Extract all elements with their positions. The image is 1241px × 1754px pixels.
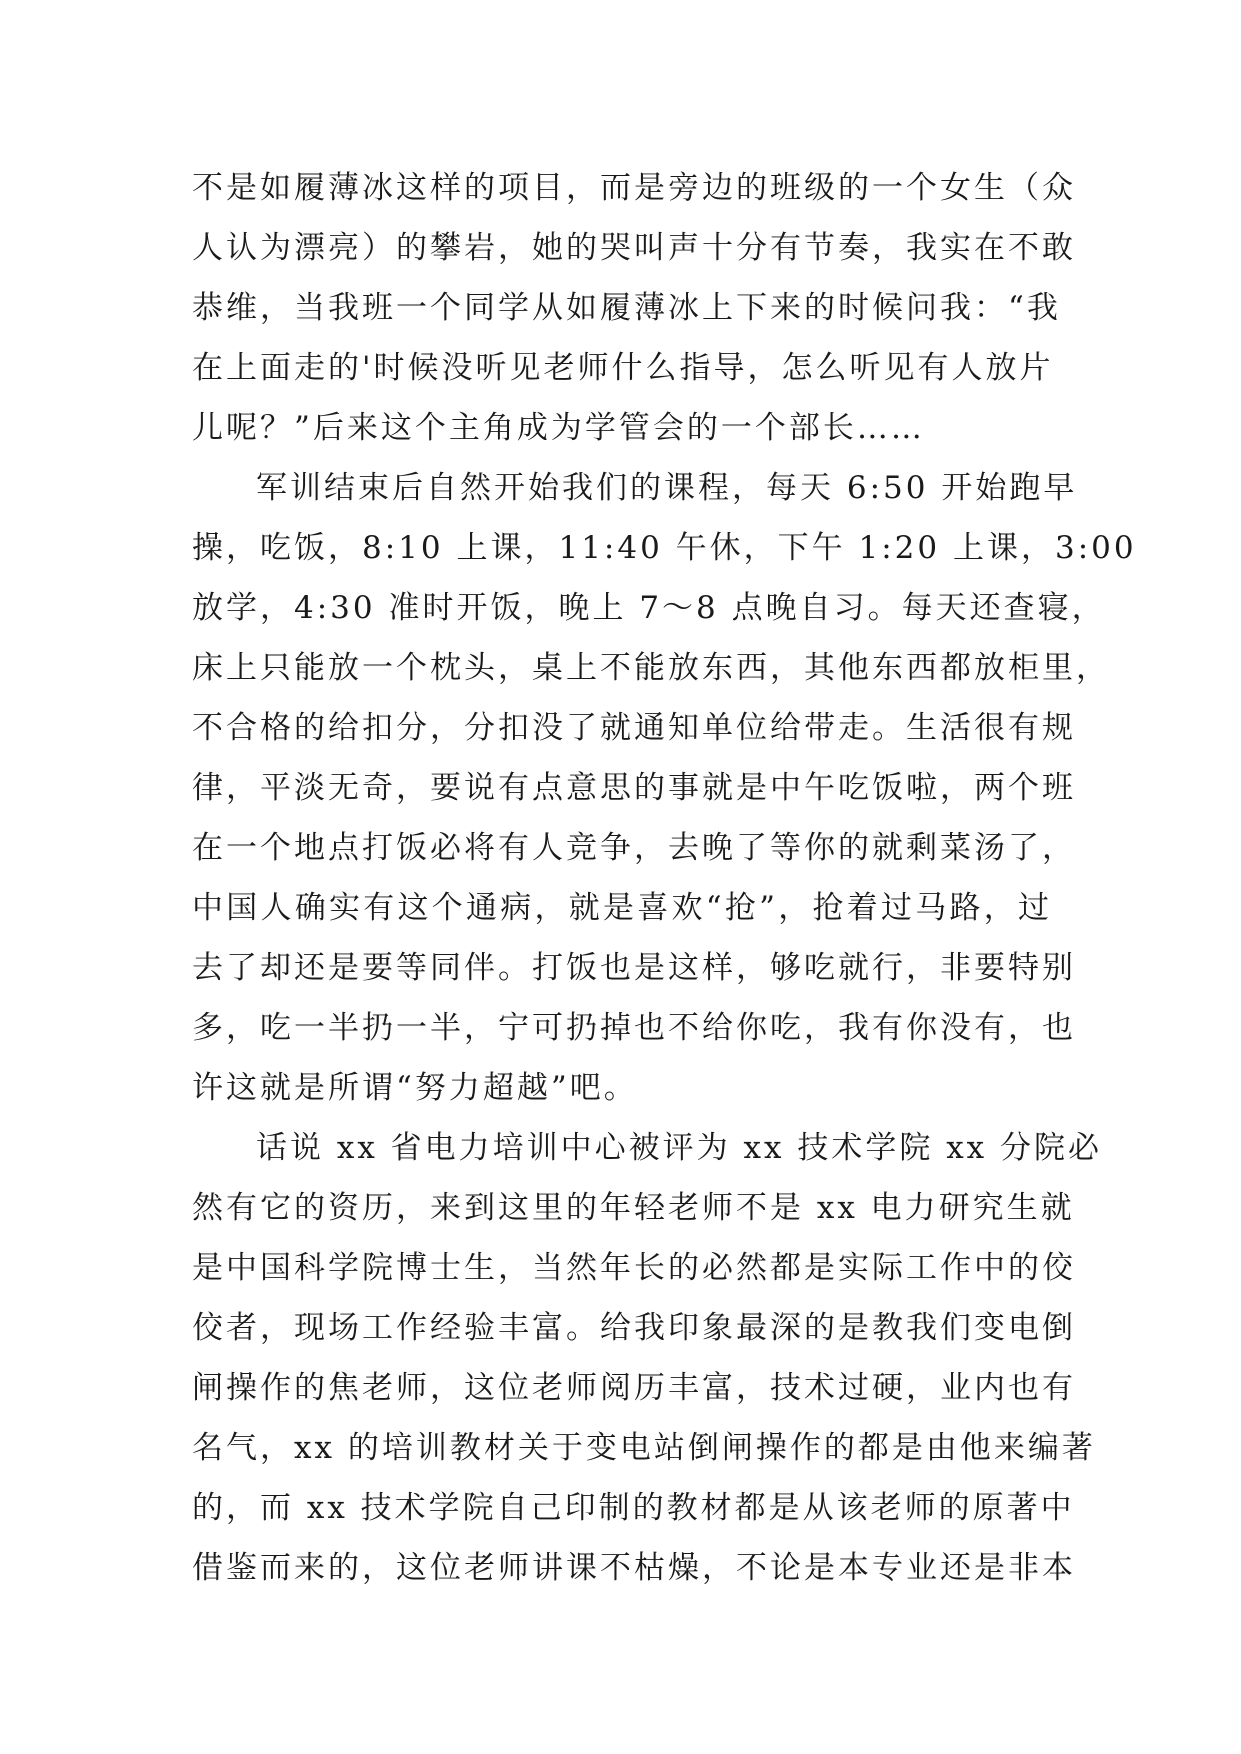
text-line: 话说 xx 省电力培训中心被评为 xx 技术学院 xx 分院必 [256,1130,1103,1166]
text-line: 许这就是所谓“努力超越”吧。 [192,1070,638,1106]
text-line: 放学，4:30 准时开饭，晚上 7～8 点晚自习。每天还查寝， [192,590,1106,626]
text-line: 然有它的资历，来到这里的年轻老师不是 xx 电力研究生就 [192,1190,1075,1226]
text-line: 不合格的给扣分，分扣没了就通知单位给带走。生活很有规 [192,710,1076,746]
text-line: 佼者，现场工作经验丰富。给我印象最深的是教我们变电倒 [192,1310,1076,1346]
text-line: 人认为漂亮）的攀岩，她的哭叫声十分有节奏，我实在不敢 [192,230,1076,266]
body-text [192,158,1137,1598]
text-line: 在上面走的'时候没听见老师什么指导，怎么听见有人放片 [192,350,1054,386]
text-line: 不是如履薄冰这样的项目，而是旁边的班级的一个女生（众 [192,170,1076,206]
text-line: 的，而 xx 技术学院自己印制的教材都是从该老师的原著中 [192,1490,1075,1526]
text-line: 是中国科学院博士生，当然年长的必然都是实际工作中的佼 [192,1250,1076,1286]
text-line: 闸操作的焦老师，这位老师阅历丰富，技术过硬，业内也有 [192,1370,1076,1406]
text-line: 军训结束后自然开始我们的课程，每天 6:50 开始跑早 [256,470,1078,506]
text-line: 儿呢？”后来这个主角成为学管会的一个部长…… [192,410,925,446]
text-line: 操，吃饭，8:10 上课，11:40 午休，下午 1:20 上课，3:00 [192,530,1137,566]
text-line: 去了却还是要等同伴。打饭也是这样，够吃就行，非要特别 [192,950,1076,986]
text-line: 借鉴而来的，这位老师讲课不枯燥，不论是本专业还是非本 [192,1550,1076,1586]
text-line: 名气，xx 的培训教材关于变电站倒闸操作的都是由他来编著 [192,1430,1096,1466]
text-line: 恭维，当我班一个同学从如履薄冰上下来的时候问我：“我 [192,290,1061,326]
text-line: 多，吃一半扔一半，宁可扔掉也不给你吃，我有你没有，也 [192,1010,1076,1046]
text-line: 床上只能放一个枕头，桌上不能放东西，其他东西都放柜里， [192,650,1110,686]
text-line: 中国人确实有这个通病，就是喜欢“抢”，抢着过马路，过 [192,890,1052,926]
text-line: 在一个地点打饭必将有人竞争，去晚了等你的就剩菜汤了， [192,830,1076,866]
text-line: 律，平淡无奇，要说有点意思的事就是中午吃饭啦，两个班 [192,770,1076,806]
